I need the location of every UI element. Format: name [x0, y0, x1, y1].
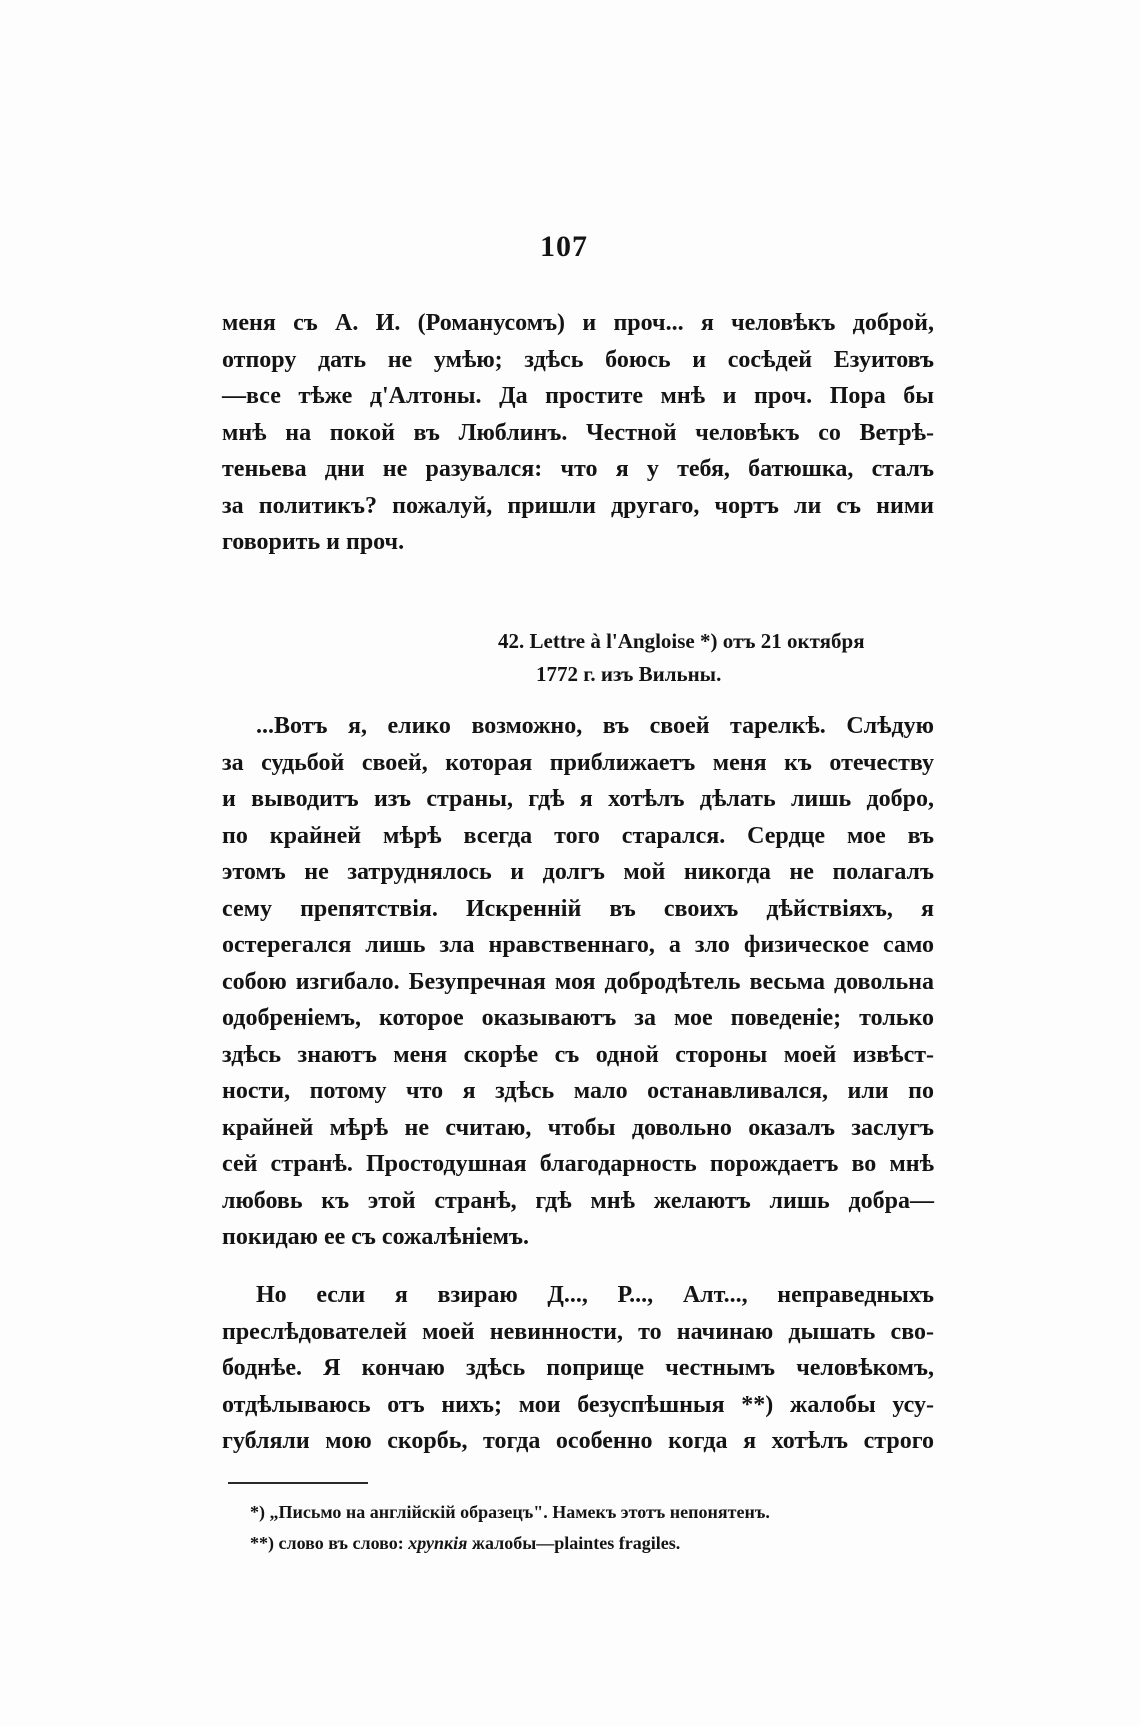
text-line: —все тѣже д'Алтоны. Да простите мнѣ и проч. Пора бы — [222, 383, 934, 409]
page-number: 107 — [540, 230, 588, 263]
footnote-2-suffix: жалобы—plaintes fragiles. — [467, 1533, 681, 1553]
text-line: покидаю ее съ сожалѣніемъ. — [222, 1224, 529, 1250]
text-line: теньева дни не разувался: что я у тебя, батюшка, сталъ — [222, 456, 934, 482]
text-line: по крайней мѣрѣ всегда того старался. Сердце мое въ — [222, 822, 934, 849]
letter-heading-line1: 42. Lettre à l'Angloise *) отъ 21 октября — [498, 629, 865, 653]
footnote-divider — [228, 1482, 368, 1484]
letter-heading — [498, 625, 938, 691]
text-line: одобреніемъ, которое оказываютъ за мое поведеніе; только — [222, 1005, 934, 1031]
text-line: ности, потому что я здѣсь мало останавливался, или по — [222, 1078, 934, 1104]
footnotes — [250, 1497, 940, 1559]
text-line: боднѣе. Я кончаю здѣсь поприще честнымъ человѣкомъ, — [222, 1355, 934, 1381]
footnote-2-prefix: **) слово въ слово: — [250, 1533, 409, 1553]
text-line: ...Вотъ я, елико возможно, въ своей тарелкѣ. Слѣдую — [256, 713, 934, 739]
text-line: отдѣлываюсь отъ нихъ; мои безуспѣшныя **) жалобы усу- — [222, 1391, 934, 1418]
letter-paragraph-2 — [222, 1277, 934, 1460]
letter-heading-line2: 1772 г. изъ Вильны. — [536, 662, 722, 686]
text-line: здѣсь знаютъ меня скорѣе съ одной стороны моей извѣст- — [222, 1041, 934, 1068]
footnote-2-italic: хрупкія — [408, 1533, 468, 1553]
text-line: этомъ не затруднялось и долгъ мой никогда не полагалъ — [222, 859, 934, 885]
text-line: преслѣдователей моей невинности, то начинаю дышать сво- — [222, 1318, 934, 1345]
letter-paragraph-1 — [222, 708, 934, 1256]
text-line: и выводитъ изъ страны, гдѣ я хотѣлъ дѣлать лишь добро, — [222, 786, 934, 812]
text-line: говорить и проч. — [222, 529, 405, 555]
text-line: крайней мѣрѣ не считаю, чтобы довольно оказалъ заслугъ — [222, 1114, 934, 1141]
text-line: мнѣ на покой въ Люблинъ. Честной человѣкъ со Ветрѣ- — [222, 419, 934, 446]
text-line: губляли мою скорбь, тогда особенно когда я хотѣлъ строго — [222, 1428, 934, 1454]
text-line: отпору дать не умѣю; здѣсь боюсь и сосѣдей Езуитовъ — [222, 346, 934, 373]
text-line: Но если я взираю Д..., Р..., Алт..., неправедныхъ — [256, 1282, 934, 1308]
text-line: любовь къ этой странѣ, гдѣ мнѣ желаютъ лишь добра— — [222, 1187, 934, 1214]
text-line: собою изгибало. Безупречная моя добродѣтель весьма довольна — [222, 968, 934, 995]
footnote-2 — [250, 1528, 940, 1559]
text-line: сей странѣ. Простодушная благодарность порождаетъ во мнѣ — [222, 1151, 934, 1177]
text-line: сему препятствія. Искренній въ своихъ дѣйствіяхъ, я — [222, 895, 934, 922]
footnote-1: *) „Письмо на англійскій образецъ". Намекъ этотъ непонятенъ. — [250, 1502, 770, 1522]
text-line: за судьбой своей, которая приближаетъ меня къ отечеству — [222, 749, 934, 776]
text-line: меня съ А. И. (Романусомъ) и проч... я человѣкъ доброй, — [222, 310, 934, 336]
intro-paragraph — [222, 305, 934, 561]
text-line: за политикъ? пожалуй, пришли другаго, чортъ ли съ ними — [222, 492, 934, 519]
text-line: остерегался лишь зла нравственнаго, а зло физическое само — [222, 932, 934, 958]
